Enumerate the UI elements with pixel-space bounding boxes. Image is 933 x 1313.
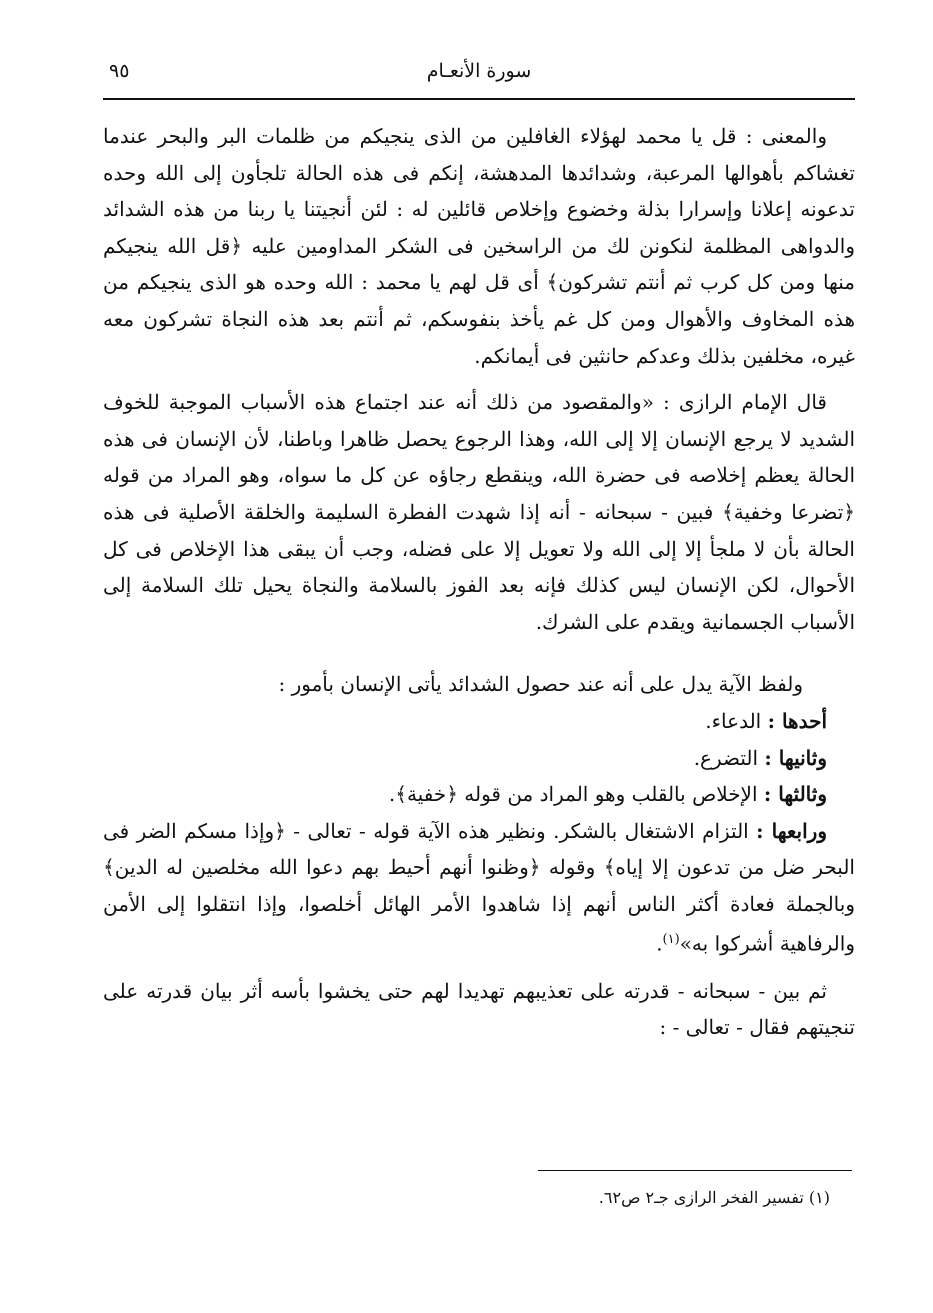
footnote-reference: (١) xyxy=(662,932,680,948)
list-item-fourth xyxy=(103,813,855,963)
paragraph-closing: ثم بين - سبحانه - قدرته على تعذيبهم تهديدا لهم حتى يخشوا بأسه أثر بيان قدرته على تنجيتهم فقال - تعالى - : xyxy=(103,978,855,1040)
page-body xyxy=(103,118,855,1046)
header-divider xyxy=(103,98,855,100)
page-number: ٩٥ xyxy=(109,60,130,82)
surah-title: سورة الأنعـام xyxy=(426,60,532,82)
list-item-second xyxy=(103,740,855,777)
list-item-end: . xyxy=(656,932,663,957)
list-item-label: وثانيها : xyxy=(764,745,827,770)
section-gap xyxy=(103,640,855,666)
list-item-first xyxy=(103,703,855,740)
list-item-text: التزام الاشتغال بالشكر. ونظير هذه الآية قوله - تعالى - ﴿وإذا مسكم الضر فى البحر ضل من تدعون إلا إياه﴾ وقوله ﴿وظنوا أنهم أحيط بهم دعوا الله مخلصين له الدين﴾ وبالجملة فعادة أكثر الناس أنهم إذا شاهدوا الأمر الهائل أخلصوا، وإذا انتقلوا إلى الأمن والرفاهية أشركوا به» xyxy=(103,818,855,957)
list-lead-sentence: ولفظ الآية يدل على أنه عند حصول الشدائد يأتى الإنسان بأمور : xyxy=(278,672,803,697)
page-header xyxy=(103,58,855,98)
list-item-label: أحدها : xyxy=(767,708,827,733)
list-item-third xyxy=(103,776,855,813)
list-item-text: التضرع. xyxy=(693,745,759,770)
paragraph-razi-quote: قال الإمام الرازى : «والمقصود من ذلك أنه عند اجتماع هذه الأسباب الموجبة للخوف الشديد لا يرجع الإنسان إلا إلى الله، وهذا الرجوع يحصل ظاهرا وباطنا، لأن الإنسان فى هذه الحالة يعظم إخلاصه فى حضرة الله، وينقطع رجاؤه عن كل ما سواه، وهو المراد من قوله ﴿تضرعا وخفية﴾ فبين - سبحانه - أنه إذا شهدت الفطرة السليمة والخلقة الأصلية فى هذه الحالة بأن لا ملجأ إلا إلى الله ولا تعويل إلا على فضله، وجب أن يبقى هذا الإخلاص فى كل الأحوال، لكن الإنسان ليس كذلك فإنه بعد الفوز بالسلامة والنجاة يحيل تلك السلامة إلى الأسباب الجسمانية ويقدم على الشرك. xyxy=(103,390,855,634)
list-item-label: وثالثها : xyxy=(763,782,827,807)
list-item-label: ورابعها : xyxy=(756,818,827,843)
list-item-text: الإخلاص بالقلب وهو المراد من قوله ﴿خفية﴾. xyxy=(388,782,758,807)
footnote: (١) تفسير الفخر الرازى جـ٢ ص٦٢. xyxy=(598,1188,830,1207)
list-item-text: الدعاء. xyxy=(705,708,762,733)
footnote-divider xyxy=(538,1170,852,1171)
paragraph-meaning: والمعنى : قل يا محمد لهؤلاء الغافلين من الذى ينجيكم من ظلمات البر والبحر عندما تغشاكم بأهوالها المرعبة، وشدائدها المدهشة، إنكم فى هذه الحالة تلجأون إلى الله وحده تدعونه إعلانا وإسرارا بذلة وخضوع وإخلاص قائلين له : لئن أنجيتنا يا ربنا من هذه الشدائد والدواهى المظلمة لنكونن لك من الراسخين فى الشكر المداومين عليه ﴿قل الله ينجيكم منها ومن كل كرب ثم أنتم تشركون﴾ أى قل لهم يا محمد : الله وحده هو الذى ينجيكم من هذه المخاوف والأهوال ومن كل غم يأخذ بنفوسكم، ثم أنتم بعد هذه النجاة تشركون معه غيره، مخلفين بذلك وعدكم حانثين فى أيمانكم. xyxy=(103,124,855,368)
